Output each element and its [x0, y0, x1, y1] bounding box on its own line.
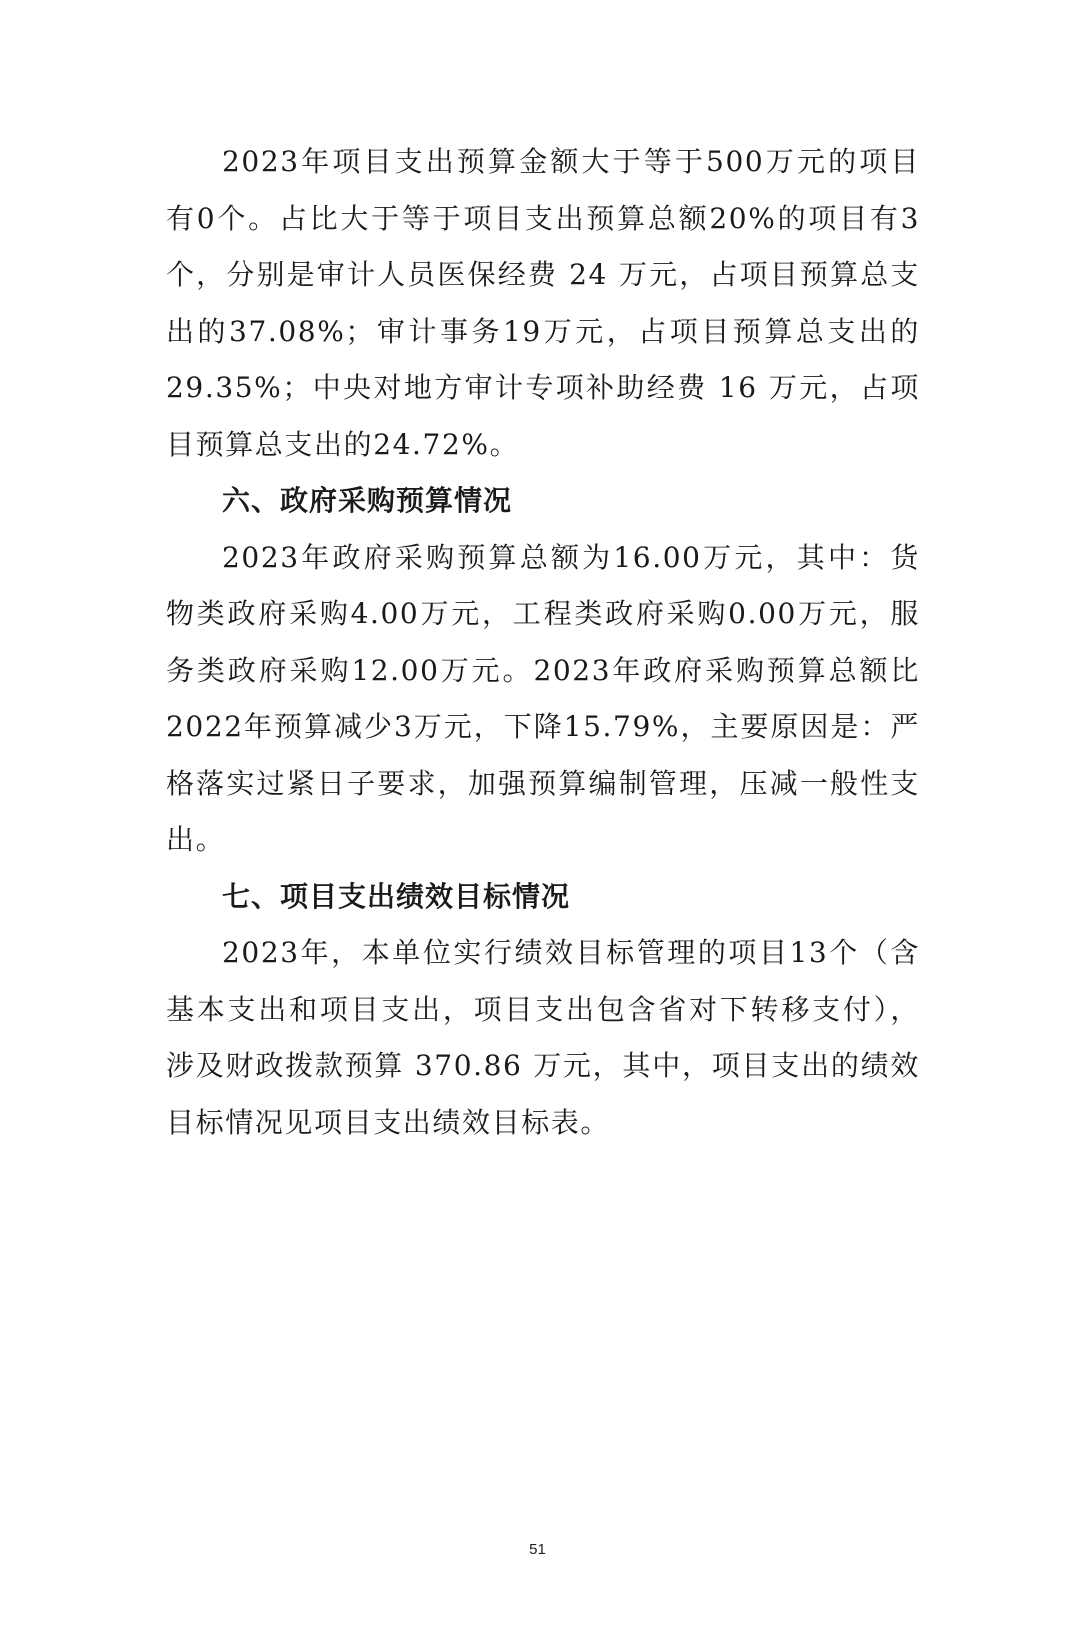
heading-performance-targets: 七、项目支出绩效目标情况 — [222, 879, 571, 913]
paragraph-performance-targets: 2023年，本单位实行绩效目标管理的项目13个（含基本支出和项目支出，项目支出包含省对下转移支付），涉及财政拨款预算 370.86 万元，其中，项目支出的绩效目标情况见项目支出绩效目标表。 — [166, 936, 920, 1139]
heading-government-procurement: 六、政府采购预算情况 — [222, 484, 513, 517]
page-number: 51 — [529, 1541, 546, 1558]
paragraph-government-procurement: 2023年政府采购预算总额为16.00万元，其中：货物类政府采购4.00万元，工程类政府采购0.00万元，服务类政府采购12.00万元。2023年政府采购预算总额比2022年预算减少3万元，下降15.79%，主要原因是：严格落实过紧日子要求，加强预算编制管理，压减一般性支出。 — [166, 540, 920, 856]
document-body — [166, 134, 920, 1151]
paragraph-project-expenditure: 2023年项目支出预算金额大于等于500万元的项目有0个。占比大于等于项目支出预算总额20%的项目有3个，分别是审计人员医保经费 24 万元，占项目预算总支出的37.08%；审计事务19万元，占项目预算总支出的29.35%；中央对地方审计专项补助经费 16 万元，占项目预算总支出的24.72%。 — [166, 145, 920, 461]
